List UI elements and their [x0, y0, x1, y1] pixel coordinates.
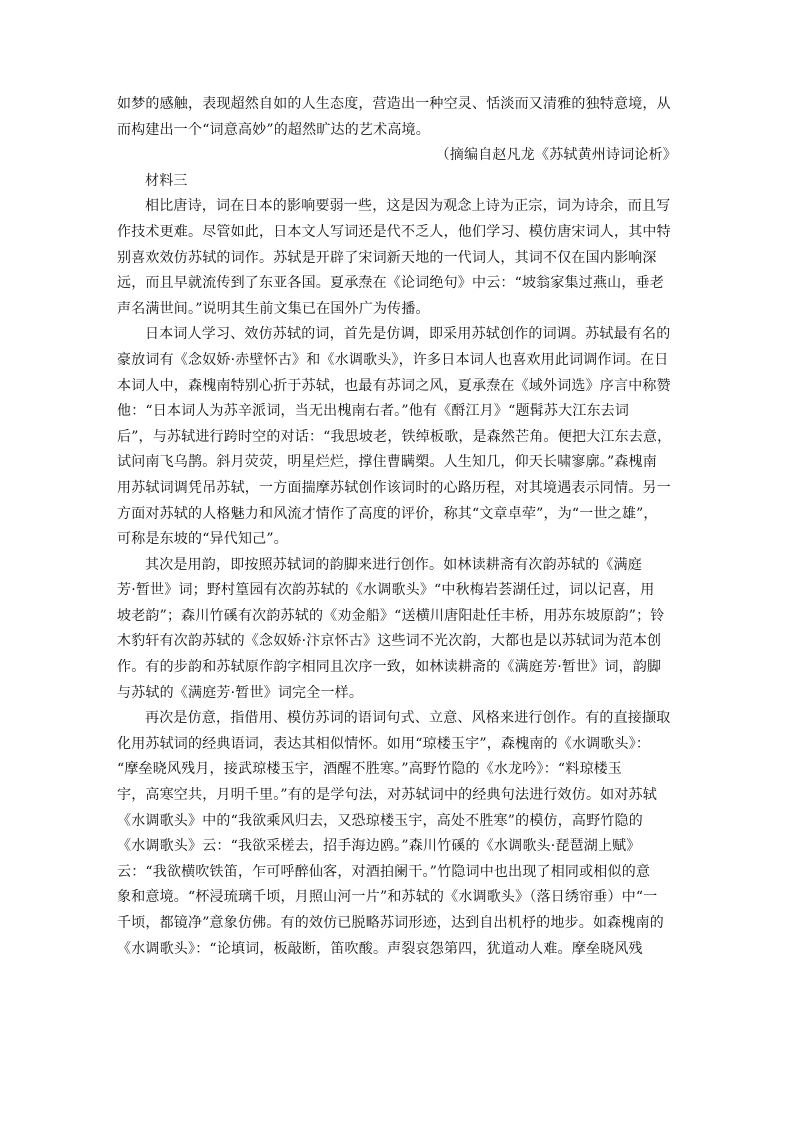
text-line: 木豹轩有次韵苏轼的《念奴娇·汴京怀古》这些词不光次韵，大都也是以苏轼词为范本创	[117, 633, 662, 650]
text-line: 他：“日本词人为苏辛派词，当无出槐南右者。”他有《酹江月》“题髯苏大江东去词	[117, 403, 630, 420]
text-line: 象和意境。“杯浸琉璃千顷，月照山河一片”和苏轼的《水调歌头》（落日绣帘垂）中“一	[117, 889, 658, 906]
text-line: 其次是用韵，即按照苏轼词的韵脚来进行创作。如林读耕斋有次韵苏轼的《满庭	[145, 556, 642, 573]
text-line: 日本词人学习、效仿苏轼的词，首先是仿调，即采用苏轼创作的词调。苏轼最有名的	[145, 326, 671, 343]
text-line: 芳·暂世》词；野村篁园有次韵苏轼的《水调歌头》“中秋梅岩荟湖任过，词以记喜，用	[117, 582, 655, 599]
text-line: 别喜欢效仿苏轼的词作。苏轼是开辟了宋词新天地的一代词人，其词不仅在国内影响深	[117, 249, 657, 266]
text-line: 《水调歌头》中的“我欲乘风归去，又恐琼楼玉宇，高处不胜寒”的模仿，高野竹隐的	[117, 812, 643, 829]
text-line: 《水调歌头》云：“我欲采槎去，招手海边鸥。”森川竹磎的《水调歌头·琵琶湖上赋》	[117, 838, 641, 855]
text-line: 坡老韵”；森川竹磎有次韵苏轼的《劝金船》“送横川唐阳赴任丰桥，用苏东坡原韵”；铃	[117, 607, 665, 624]
text-line: 《水调歌头》：“论填词，板敲断，笛吹酸。声裂哀怨第四，犹道动人难。摩垒晓风残	[117, 940, 643, 957]
text-line: 方面对苏轼的人格魅力和风流才情作了高度的评价，称其“文章卓荦”，为“一世之雄”，	[117, 505, 658, 522]
text-line: 作。有的步韵和苏轼原作韵字相同且次序一致，如林读耕斋的《满庭芳·暂世》词，韵脚	[117, 659, 662, 676]
text-line: 作技术更难。尽管如此，日本文人写词还是代不乏人，他们学习、模仿唐宋词人，其中特	[117, 223, 671, 240]
text-line: 试问南飞乌鹊。斜月荧荧，明星烂烂，撑住曹瞒槊。人生知几，仰天长啸寥廓。”森槐南	[117, 454, 657, 471]
text-line: 与苏轼的《满庭芳·暂世》词完全一样。	[117, 684, 364, 701]
text-line: 用苏轼词调凭吊苏轼，一方面揣摩苏轼创作该词时的心路历程，对其境遇表示同情。另一	[117, 479, 671, 496]
text-line: 云：“我欲横吹铁笛，乍可呼醉仙客，对酒拍阑干。”竹隐词中也出现了相同或相似的意	[117, 863, 651, 880]
text-line: 材料三	[145, 172, 188, 189]
document-body	[117, 92, 677, 962]
text-line: 如梦的感触，表现超然自如的人生态度，营造出一种空灵、恬淡而又清雅的独特意境，从	[117, 96, 671, 112]
text-line: 声名满世间。”说明其生前文集已在国外广为传播。	[117, 300, 430, 317]
text-line: “摩垒晓风残月，接武琼楼玉宇，酒醒不胜寒。”高野竹隐的《水龙吟》：“料琼楼玉	[117, 761, 623, 778]
text-line: 豪放词有《念奴娇·赤壁怀古》和《水调歌头》，许多日本词人也喜欢用此词调作词。在日	[117, 351, 669, 368]
text-line: 化用苏轼词的经典语词，表达其相似情怀。如用“琼楼玉宇”，森槐南的《水调歌头》：	[117, 735, 651, 752]
text-line: 本词人中，森槐南特别心折于苏轼，也最有苏词之风，夏承焘在《域外词选》序言中称赞	[117, 377, 671, 394]
text-line: 再次是仿意，指借用、模仿苏词的语词句式、立意、风格来进行创作。有的直接撷取	[145, 710, 671, 727]
text-line: 后”，与苏轼进行跨时空的对话：“我思坡老，铁绰板歌，是森然芒角。便把大江东去意，	[117, 428, 672, 445]
text-line: 远，而且早就流传到了东亚各国。夏承焘在《论词绝句》中云：“坡翁家集过燕山，垂老	[117, 275, 664, 292]
text-line: 可称是东坡的“异代知己”。	[117, 531, 288, 548]
text-line: 宇，高寒空共，月明千里。”有的是学句法，对苏轼词中的经典句法进行效仿。如对苏轼	[117, 787, 657, 804]
text-line: 而构建出一个“词意高妙”的超然旷达的艺术高境。	[117, 121, 430, 138]
text-line: （摘编自赵凡龙《苏轼黄州诗词论析》	[435, 147, 677, 164]
text-line: 千顷，都镜净”意象仿佛。有的效仿已脱略苏词形迹，达到自出机杼的地步。如森槐南的	[117, 915, 664, 931]
text-line: 相比唐诗，词在日本的影响要弱一些，这是因为观念上诗为正宗，词为诗余，而且写	[145, 198, 671, 215]
